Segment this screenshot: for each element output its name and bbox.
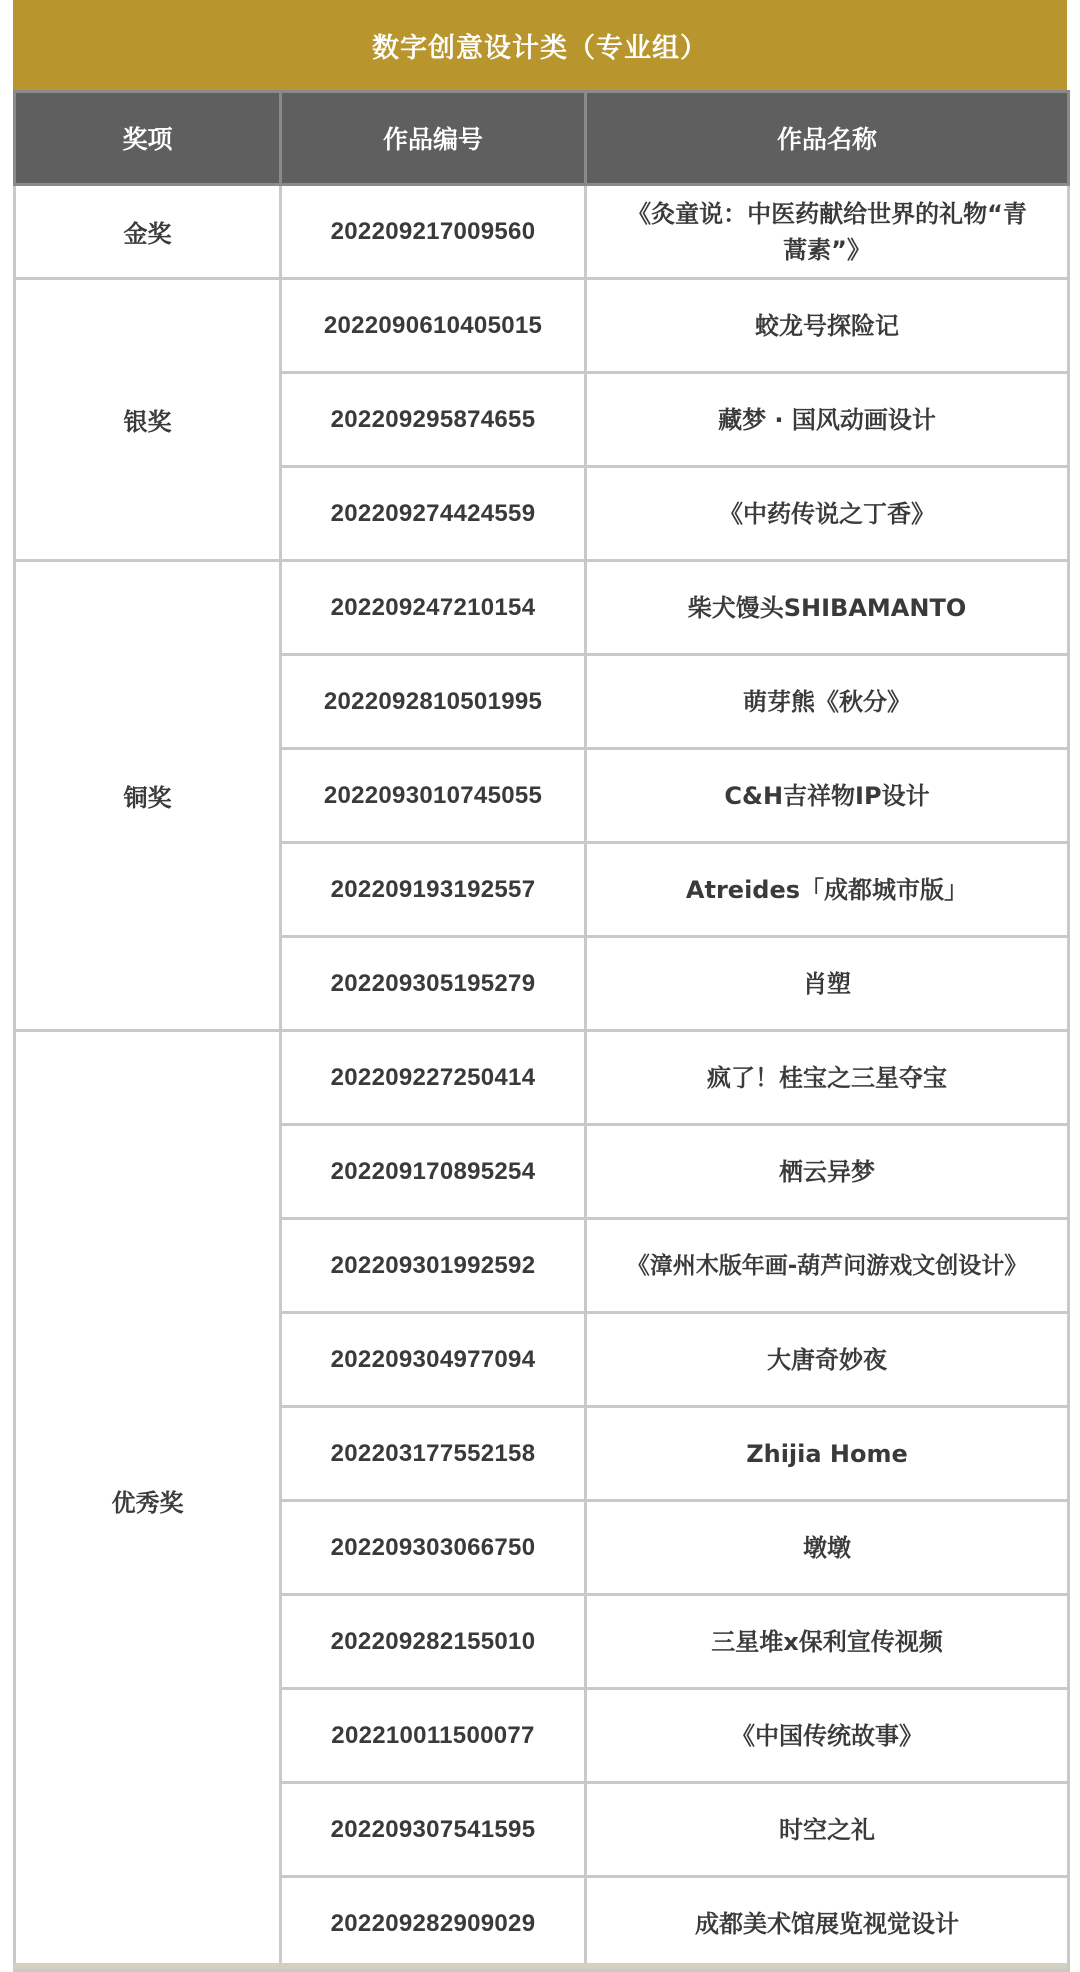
header-row	[15, 92, 1069, 185]
work-name: 疯了！桂宝之三星夺宝	[586, 1031, 1069, 1125]
work-name: 肖塑	[586, 937, 1069, 1031]
work-code: 202209227250414	[281, 1031, 586, 1125]
award-silver: 银奖	[15, 279, 281, 561]
work-name: Atreides「成都城市版」	[586, 843, 1069, 937]
right-margin	[1070, 0, 1080, 1969]
work-code: 202209193192557	[281, 843, 586, 937]
work-code: 202209307541595	[281, 1783, 586, 1877]
table-row	[15, 279, 1069, 373]
table-row	[15, 1031, 1069, 1125]
work-name: 藏梦 · 国风动画设计	[586, 373, 1069, 467]
work-name: 《漳州木版年画-葫芦问游戏文创设计》	[586, 1219, 1069, 1313]
work-code: 202210011500077	[281, 1689, 586, 1783]
work-name: 柴犬馒头SHIBAMANTO	[586, 561, 1069, 655]
work-code: 202203177552158	[281, 1407, 586, 1501]
work-code: 202209282909029	[281, 1877, 586, 1971]
work-name: 三星堆x保利宣传视频	[586, 1595, 1069, 1689]
header-name: 作品名称	[586, 92, 1069, 185]
work-name: C&H吉祥物IP设计	[586, 749, 1069, 843]
work-code: 2022093010745055	[281, 749, 586, 843]
table-row	[15, 561, 1069, 655]
work-code: 202209170895254	[281, 1125, 586, 1219]
work-code: 202209301992592	[281, 1219, 586, 1313]
table-bottom-edge	[13, 1963, 1067, 1969]
award-merit: 优秀奖	[15, 1031, 281, 1971]
work-name: 《灸童说：中医药献给世界的礼物“青蒿素”》	[586, 185, 1069, 279]
work-name: 墩墩	[586, 1501, 1069, 1595]
table-row	[15, 185, 1069, 279]
awards-table	[13, 90, 1070, 1972]
header-code: 作品编号	[281, 92, 586, 185]
work-name: 萌芽熊《秋分》	[586, 655, 1069, 749]
work-code: 2022092810501995	[281, 655, 586, 749]
work-code: 202209247210154	[281, 561, 586, 655]
work-name: 栖云异梦	[586, 1125, 1069, 1219]
work-name: 蛟龙号探险记	[586, 279, 1069, 373]
work-code: 202209282155010	[281, 1595, 586, 1689]
work-code: 202209274424559	[281, 467, 586, 561]
work-code: 202209305195279	[281, 937, 586, 1031]
work-code: 202209303066750	[281, 1501, 586, 1595]
table-title: 数字创意设计类（专业组）	[13, 0, 1067, 90]
work-name: 大唐奇妙夜	[586, 1313, 1069, 1407]
header-award: 奖项	[15, 92, 281, 185]
left-margin	[0, 0, 13, 1969]
work-code: 202209304977094	[281, 1313, 586, 1407]
award-bronze: 铜奖	[15, 561, 281, 1031]
award-gold: 金奖	[15, 185, 281, 279]
work-code: 202209295874655	[281, 373, 586, 467]
work-name: 《中国传统故事》	[586, 1689, 1069, 1783]
work-code: 202209217009560	[281, 185, 586, 279]
work-name: 成都美术馆展览视觉设计	[586, 1877, 1069, 1971]
work-name: 时空之礼	[586, 1783, 1069, 1877]
work-name: 《中药传说之丁香》	[586, 467, 1069, 561]
work-code: 202209061040501​5	[281, 279, 586, 373]
work-name: Zhijia Home	[586, 1407, 1069, 1501]
